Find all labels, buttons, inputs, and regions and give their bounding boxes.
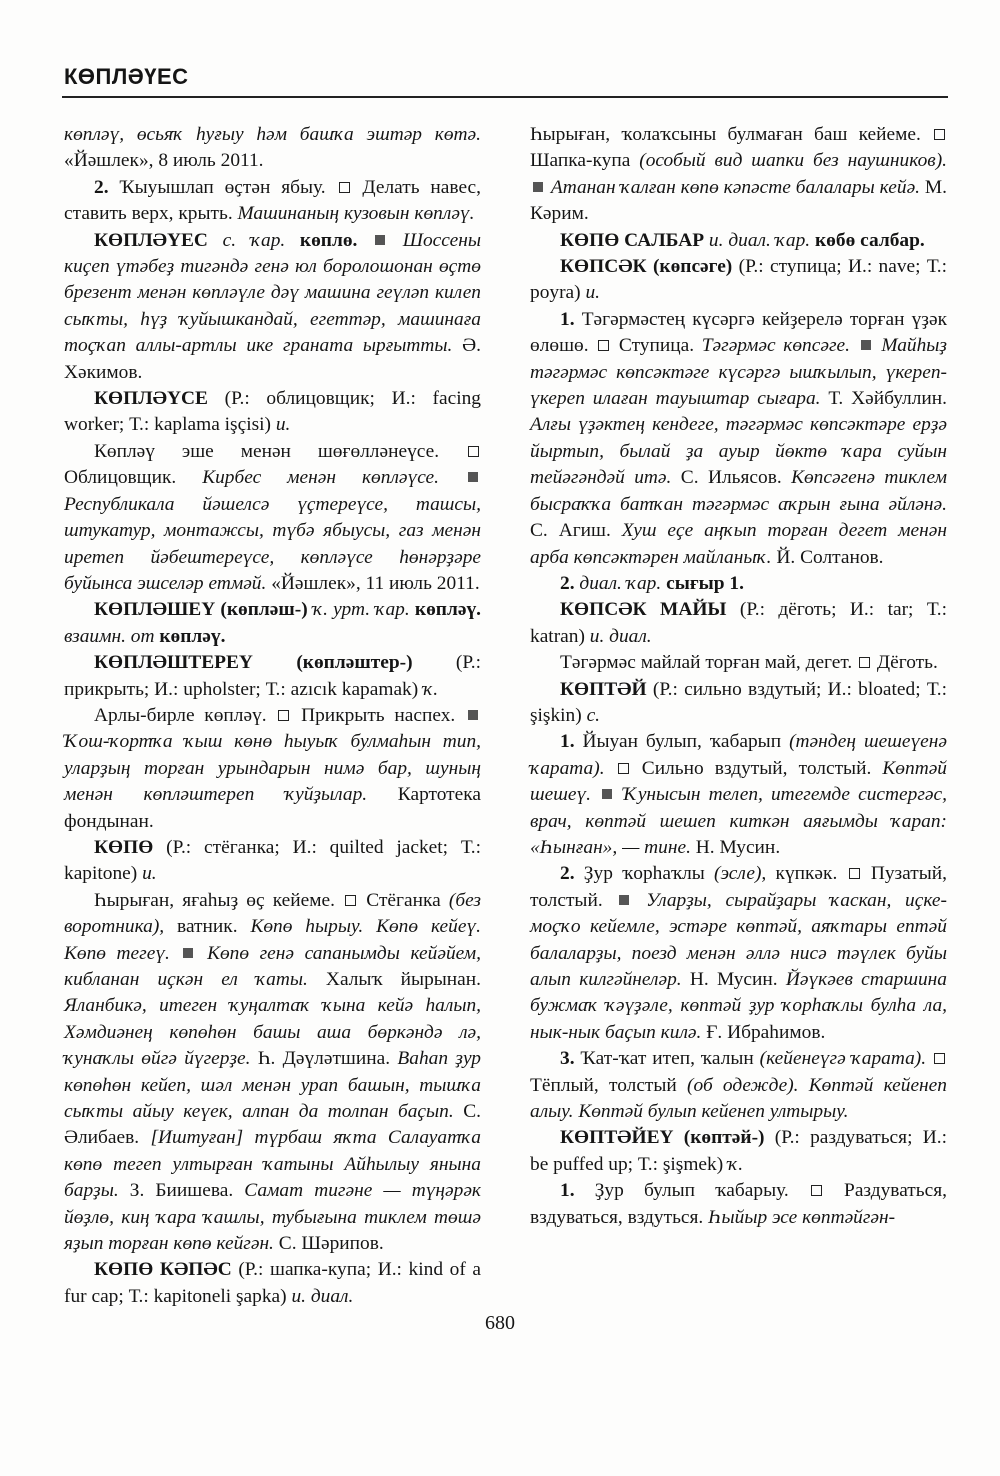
example-marker-icon: [602, 789, 612, 799]
example-marker-icon: [619, 895, 629, 905]
translation-marker-icon: [339, 182, 350, 193]
right-column-paragraph: КӨПӨ САЛБАР и. диал. ҡар. көбө салбар.: [560, 229, 925, 251]
right-column-paragraph: КӨПТӘЙ (Р.: сильно вздутый; И.: bloated; Т.: şişkin) с.: [530, 678, 947, 726]
right-column-paragraph: 1. Ҙур булып ҡабарыу. Раздуваться, вздуваться, вздуться. Һыйыр эсе көптәйгән-: [530, 1180, 947, 1228]
example-marker-icon: [533, 182, 543, 192]
translation-marker-icon: [468, 446, 479, 457]
left-column-paragraph: көпләү, өсьяҡ һуғыу һәм башҡа эштәр көтә. «Йәшлек», 8 июль 2011.: [64, 124, 481, 172]
running-head: КӨПЛӘҮЕС: [64, 64, 189, 89]
header-rule: [62, 96, 948, 98]
right-column-paragraph: 2. диал. ҡар. сығыр 1.: [560, 572, 744, 594]
example-marker-icon: [861, 340, 871, 350]
translation-marker-icon: [278, 710, 289, 721]
translation-marker-icon: [934, 1053, 945, 1064]
translation-marker-icon: [618, 763, 629, 774]
left-column-paragraph: КӨПЛӘШТЕРЕҮ (көпләштер-) (Р.: прикрыть; И.: upholster; Т.: azıcık kapamak) ҡ.: [64, 652, 481, 700]
example-marker-icon: [183, 948, 193, 958]
left-column-paragraph: Арлы-бирле көпләү. Прикрыть наспех. Ҡош-ҡортҡа ҡыш көнө һыуыҡ булмаһын тип, уларҙың торған урындарын нимә бар, шуның менән көпләштереп ҡуйҙылар. Картотека фондынан.: [64, 704, 482, 832]
right-column-paragraph: 1. Йыуан булып, ҡабарып (тәндең шешеүенә ҡарата). Сильно вздутый, толстый. Көптәй шешеү. Ҡунысын телеп, итегемде систергәс, врач, көптәй шешеп киткән аяғымды ҡарап: «Һынған», — тине. Н. Мусин.: [530, 731, 948, 858]
translation-marker-icon: [811, 1185, 822, 1196]
right-column-paragraph: Тәгәрмәс майлай торған май, дегет. Дёготь.: [560, 652, 938, 674]
right-column-paragraph: КӨПСӘК (көпсәге) (Р.: ступица; И.: nave; Т.: poyra) и.: [530, 256, 947, 304]
translation-marker-icon: [849, 868, 860, 879]
left-column-paragraph: 2. Ҡыуышлап өҫтән ябыу. Делать навес, ставить верх, крыть. Машинаның кузовын көпләү.: [64, 176, 481, 225]
right-column-paragraph: 1. Тәгәрмәстең күсәргә кейҙерелә торған үҙәк өлөшө. Ступица. Тәгәрмәс көпсәге. Майһыҙ тәгәрмәс көпсәктәге күсәргә ышҡылып, үкереп-үкереп илаған тауыштар сығара. Т. Хәйбуллин. Алғы үҙәктең кендеге, тәгәрмәс көпсәктәре ерҙә йыртып, былай ҙа ауыр йөктө ҡара суйын тейәгәндәй итә. С. Ильясов. Көпсәгенә тиклем бысраҡҡа батҡан тәгәрмәс аҡрын ғына әйләнә. С. Агиш. Хуш еҫе аңҡып торған дегет менән арба көпсәктәрен майланыҡ. Й. Солтанов.: [530, 308, 947, 568]
right-column-paragraph: КӨПСӘК МАЙЫ (Р.: дёготь; И.: tar; Т.: katran) и. диал.: [530, 599, 948, 647]
translation-marker-icon: [598, 340, 609, 351]
left-column-paragraph: КӨПӨ (Р.: стёганка; И.: quilted jacket; Т.: kapitone) и.: [64, 836, 481, 885]
left-column-paragraph: КӨПЛӘҮСЕ (Р.: облицовщик; И.: facing worker; Т.: kaplama işçisi) и.: [64, 388, 481, 436]
right-column-paragraph: 3. Ҡат-ҡат итеп, ҡалын (кейенеүгә ҡарата). Тёплый, толстый (об одежде). Көптәй кейенеп алыу. Көптәй булып кейенеп ултырыу.: [530, 1048, 947, 1123]
left-column: [64, 122, 481, 1310]
right-column: [530, 122, 947, 1231]
page-number: 680: [485, 1312, 515, 1334]
example-marker-icon: [468, 472, 478, 482]
left-column-paragraph: КӨПЛӘҮЕС с. ҡар. көплө. Шоссены киҫеп үтәбеҙ тигәндә генә юл боролошонан өҫтө брезент менән көпләүле дәү машина геүләп килеп сыҡты, һүҙ ҡуйышкандай, егеттәр, машинаға тоҫҡап аллы-артлы ике граната ырғытты. Ә. Хәкимов.: [64, 229, 482, 383]
example-marker-icon: [375, 235, 385, 245]
translation-marker-icon: [345, 895, 356, 906]
translation-marker-icon: [859, 657, 870, 668]
left-column-paragraph: Һырыған, яғаһыҙ өҫ кейеме. Стёганка (без воротника), ватник. Көпө һырыу. Көпө кейеү. Көпө тегеү. Көпө генә сапанымды кейәйем, кибланан иҫкән ел ҡаты. Халыҡ йырынан. Яланбикә, итеген ҡуңалтаҡ ҡына кейә һалып, Хәмдиәнең көпөһөн башы аша бөркәндә лә, ҡунаҡлы өйгә йүгерҙе. Һ. Дәүләтшина. Ваһап ҙур көпөһөн кейеп, шәл менән урап башын, тышҡа сыҡты айыу кеүек, алпан да толпан баҫып. С. Әлибаев. [Иштуған] түрбаш яҡта Салауатҡа көпө тегеп ултырған ҡатыны Айһылыу янына барҙы. З. Биишева. Самат тигәне — түңәрәк йөҙлө, киң ҡара ҡашлы, тубығына тиклем төшә яҙып торған көпө кейгән. С. Шәрипов.: [64, 889, 482, 1255]
left-column-paragraph: КӨПЛӘШЕҮ (көпләш-) ҡ. урт. ҡар. көпләү. взаимн. от көпләү.: [64, 599, 481, 647]
left-column-paragraph: Көпләү эше менән шөғөлләнеүсе. Облицовщик. Кирбес менән көпләүсе. Республикала йәшелсә үҫтереүсе, ташсы, штукатур, монтажсы, түбә ябыусы, газ менән иретеп йәбештереүсе, көпләүсе һөнәрҙәре буйынса эшселәр етмәй. «Йәшлек», 11 июль 2011.: [64, 440, 481, 594]
left-column-paragraph: КӨПӨ КӘПӘС (Р.: шапка-купа; И.: kind of a fur cap; Т.: kapitoneli şapka) и. диал.: [64, 1259, 482, 1307]
right-column-paragraph: Һырыған, ҡолаҡсыны булмаған баш кейеме. Шапка-купа (особый вид шапки без наушников). Атанан ҡалған көпө кәпәсте балалары кейә. М. Кәрим.: [530, 124, 948, 225]
right-column-paragraph: КӨПТӘЙЕҮ (көптәй-) (Р.: раздуваться; И.: be puffed up; Т.: şişmek) ҡ.: [530, 1127, 947, 1175]
example-marker-icon: [468, 710, 478, 720]
right-column-paragraph: 2. Ҙур ҡорһаҡлы (эсле), күпкәк. Пузатый, толстый. Уларҙы, сырайҙары ҡаскан, иҫке-моҫҡо кейемле, эстәре көптәй, аяҡтары ептәй балаларҙы, поезд менән әллә нисә тәүлек буйы алып килгәйнеләр. Н. Мусин. Йәүкәев старшина бужмаҡ ҡәүҙәле, көптәй ҙур ҡорһаҡлы булһа ла, нык-нык баҫып килә. Ғ. Ибраһимов.: [530, 863, 948, 1043]
translation-marker-icon: [934, 129, 945, 140]
